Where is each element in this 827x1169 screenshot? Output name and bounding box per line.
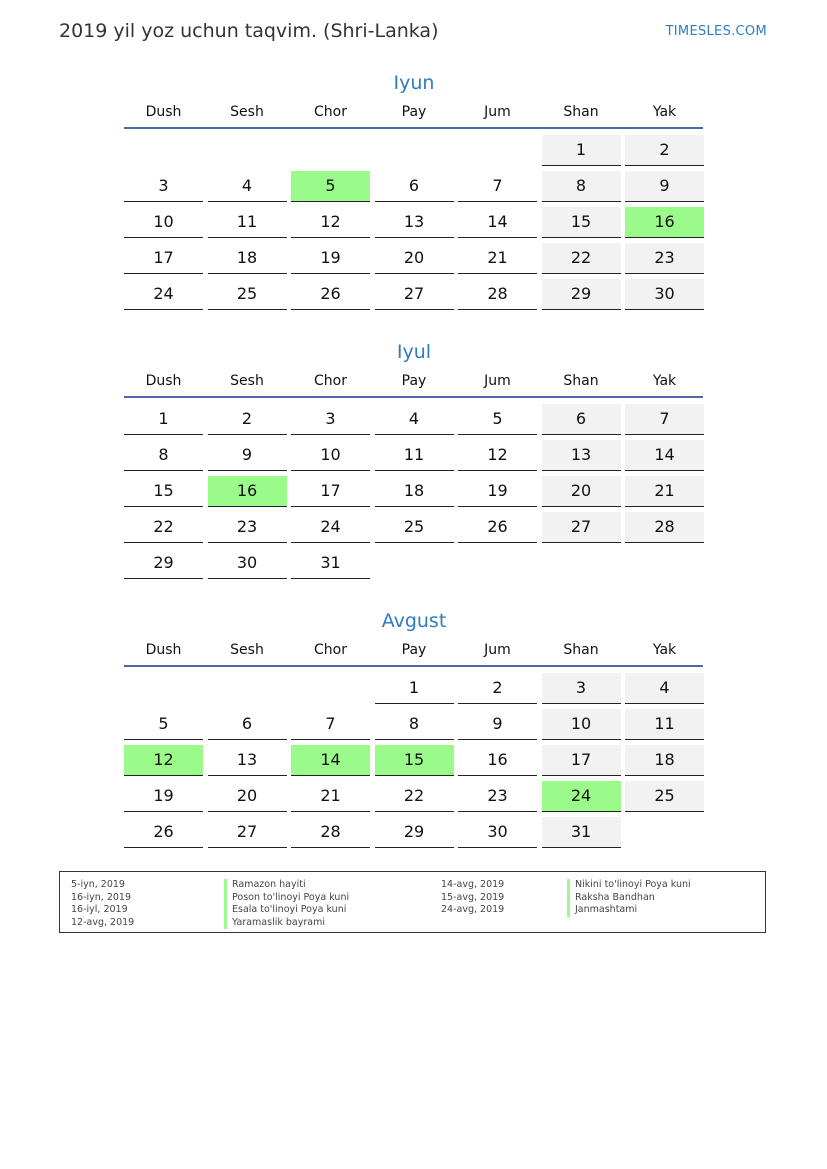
- day-cell: 9: [458, 709, 537, 740]
- day-cell: 7: [291, 709, 370, 740]
- day-cell: 8: [124, 440, 203, 471]
- weekday-label: Dush: [145, 104, 182, 120]
- day-cell: 3: [542, 673, 621, 704]
- legend-date: 15-avg, 2019: [441, 891, 505, 903]
- legend-dates-left: [71, 879, 134, 929]
- weekday-label: Jum: [484, 104, 511, 120]
- day-cell: 17: [291, 476, 370, 507]
- day-cell: 6: [542, 404, 621, 435]
- day-cell: 25: [375, 512, 454, 543]
- day-cell: 27: [208, 817, 287, 848]
- day-cell: 9: [208, 440, 287, 471]
- day-cell: 29: [542, 279, 621, 310]
- day-cell: 30: [208, 548, 287, 579]
- holiday-day-cell: 24: [542, 781, 621, 812]
- day-cell: 20: [542, 476, 621, 507]
- month-1: [124, 339, 704, 572]
- day-cell: 29: [375, 817, 454, 848]
- legend-names-left: [224, 879, 349, 929]
- day-cell: 3: [291, 404, 370, 435]
- page-title: 2019 yil yoz uchun taqvim. (Shri-Lanka): [59, 20, 439, 42]
- day-cell: 11: [375, 440, 454, 471]
- day-cell: 2: [458, 673, 537, 704]
- day-cell: 28: [291, 817, 370, 848]
- day-cell: 30: [625, 279, 704, 310]
- day-cell: 8: [542, 171, 621, 202]
- legend-date: 16-iyn, 2019: [71, 891, 132, 903]
- day-cell: 1: [124, 404, 203, 435]
- legend-holiday-name: Poson to'linoyi Poya kuni: [224, 892, 349, 905]
- header-rule: [124, 127, 703, 129]
- weekday-header: [124, 96, 704, 128]
- day-cell: 4: [208, 171, 287, 202]
- legend-names-right: [567, 879, 691, 917]
- day-cell: 13: [208, 745, 287, 776]
- header-rule: [124, 665, 703, 667]
- day-cell: 23: [625, 243, 704, 274]
- holiday-day-cell: 14: [291, 745, 370, 776]
- day-cell: 2: [625, 135, 704, 166]
- legend-holiday-name: Yaramaslik bayrami: [224, 917, 349, 930]
- day-cell: 15: [124, 476, 203, 507]
- day-cell: 26: [124, 817, 203, 848]
- day-cell: 30: [458, 817, 537, 848]
- day-cell: 2: [208, 404, 287, 435]
- legend-holiday-name: Ramazon hayiti: [224, 879, 349, 892]
- weekday-label: Yak: [652, 373, 677, 389]
- day-cell: 25: [208, 279, 287, 310]
- day-cell: 19: [291, 243, 370, 274]
- day-cell: 24: [291, 512, 370, 543]
- site-link[interactable]: TIMESLES.COM: [665, 24, 767, 39]
- day-cell: 19: [458, 476, 537, 507]
- day-cell: 21: [625, 476, 704, 507]
- day-cell: 23: [208, 512, 287, 543]
- holiday-day-cell: 12: [124, 745, 203, 776]
- day-cell: 6: [375, 171, 454, 202]
- holiday-day-cell: 15: [375, 745, 454, 776]
- day-cell: 20: [375, 243, 454, 274]
- day-cell: 27: [375, 279, 454, 310]
- weekday-label: Shan: [563, 104, 599, 120]
- month-name: Iyun: [393, 72, 435, 94]
- weekday-label: Pay: [401, 104, 427, 120]
- day-cell: 24: [124, 279, 203, 310]
- weekday-label: Sesh: [230, 642, 264, 658]
- day-cell: 28: [458, 279, 537, 310]
- day-cell: 7: [625, 404, 704, 435]
- day-cell: 13: [375, 207, 454, 238]
- holiday-legend: [59, 871, 766, 933]
- day-cell: 19: [124, 781, 203, 812]
- weekday-label: Yak: [652, 642, 677, 658]
- weekday-header: [124, 634, 704, 666]
- day-cell: 12: [458, 440, 537, 471]
- month-2: [124, 608, 704, 841]
- weekday-label: Sesh: [230, 373, 264, 389]
- holiday-day-cell: 16: [208, 476, 287, 507]
- legend-holiday-name: Esala to'linoyi Poya kuni: [224, 904, 349, 917]
- weekday-label: Pay: [401, 373, 427, 389]
- day-cell: 21: [458, 243, 537, 274]
- weekday-label: Jum: [484, 642, 511, 658]
- day-cell: 20: [208, 781, 287, 812]
- day-cell: 12: [291, 207, 370, 238]
- day-cell: 17: [542, 745, 621, 776]
- day-cell: 13: [542, 440, 621, 471]
- day-cell: 26: [458, 512, 537, 543]
- day-cell: 18: [375, 476, 454, 507]
- legend-date: 12-avg, 2019: [71, 916, 135, 928]
- day-cell: 10: [291, 440, 370, 471]
- legend-date: 24-avg, 2019: [441, 904, 505, 915]
- month-name: Avgust: [381, 610, 447, 632]
- legend-holiday-name: Raksha Bandhan: [567, 892, 691, 905]
- weekday-label: Chor: [314, 642, 347, 658]
- weekday-label: Pay: [401, 642, 427, 658]
- legend-holiday-name: Nikini to'linoyi Poya kuni: [567, 879, 691, 892]
- day-cell: 6: [208, 709, 287, 740]
- day-cell: 14: [625, 440, 704, 471]
- day-cell: 18: [208, 243, 287, 274]
- legend-holiday-name: Janmashtami: [567, 904, 691, 917]
- day-cell: 4: [625, 673, 704, 704]
- month-name: Iyul: [396, 341, 432, 363]
- day-cell: 26: [291, 279, 370, 310]
- day-cell: 25: [625, 781, 704, 812]
- day-cell: 1: [375, 673, 454, 704]
- holiday-day-cell: 5: [291, 171, 370, 202]
- weekday-label: Shan: [563, 642, 599, 658]
- day-cell: 22: [375, 781, 454, 812]
- weekday-header: [124, 365, 704, 397]
- day-cell: 10: [124, 207, 203, 238]
- day-cell: 5: [124, 709, 203, 740]
- day-cell: 7: [458, 171, 537, 202]
- holiday-day-cell: 16: [625, 207, 704, 238]
- day-cell: 29: [124, 548, 203, 579]
- header-rule: [124, 396, 703, 398]
- weekday-label: Chor: [314, 373, 347, 389]
- day-cell: 17: [124, 243, 203, 274]
- day-cell: 18: [625, 745, 704, 776]
- day-cell: 22: [124, 512, 203, 543]
- day-cell: 27: [542, 512, 621, 543]
- day-cell: 1: [542, 135, 621, 166]
- legend-date: 14-avg, 2019: [441, 879, 505, 890]
- weekday-label: Yak: [652, 104, 677, 120]
- legend-date: 16-iyl, 2019: [71, 904, 128, 915]
- day-cell: 5: [458, 404, 537, 435]
- day-cell: 15: [542, 207, 621, 238]
- legend-date: 5-iyn, 2019: [71, 879, 125, 890]
- day-cell: 9: [625, 171, 704, 202]
- day-cell: 3: [124, 171, 203, 202]
- weekday-label: Dush: [145, 642, 182, 658]
- day-cell: 11: [625, 709, 704, 740]
- weekday-label: Dush: [145, 373, 182, 389]
- day-cell: 28: [625, 512, 704, 543]
- day-cell: 10: [542, 709, 621, 740]
- day-cell: 14: [458, 207, 537, 238]
- weekday-label: Jum: [484, 373, 511, 389]
- weekday-label: Shan: [563, 373, 599, 389]
- day-cell: 11: [208, 207, 287, 238]
- day-cell: 8: [375, 709, 454, 740]
- day-cell: 23: [458, 781, 537, 812]
- day-cell: 4: [375, 404, 454, 435]
- day-cell: 31: [291, 548, 370, 579]
- day-cell: 21: [291, 781, 370, 812]
- month-0: [124, 70, 704, 303]
- weekday-label: Chor: [314, 104, 347, 120]
- day-cell: 22: [542, 243, 621, 274]
- legend-dates-right: [441, 879, 504, 917]
- day-cell: 16: [458, 745, 537, 776]
- weekday-label: Sesh: [230, 104, 264, 120]
- day-cell: 31: [542, 817, 621, 848]
